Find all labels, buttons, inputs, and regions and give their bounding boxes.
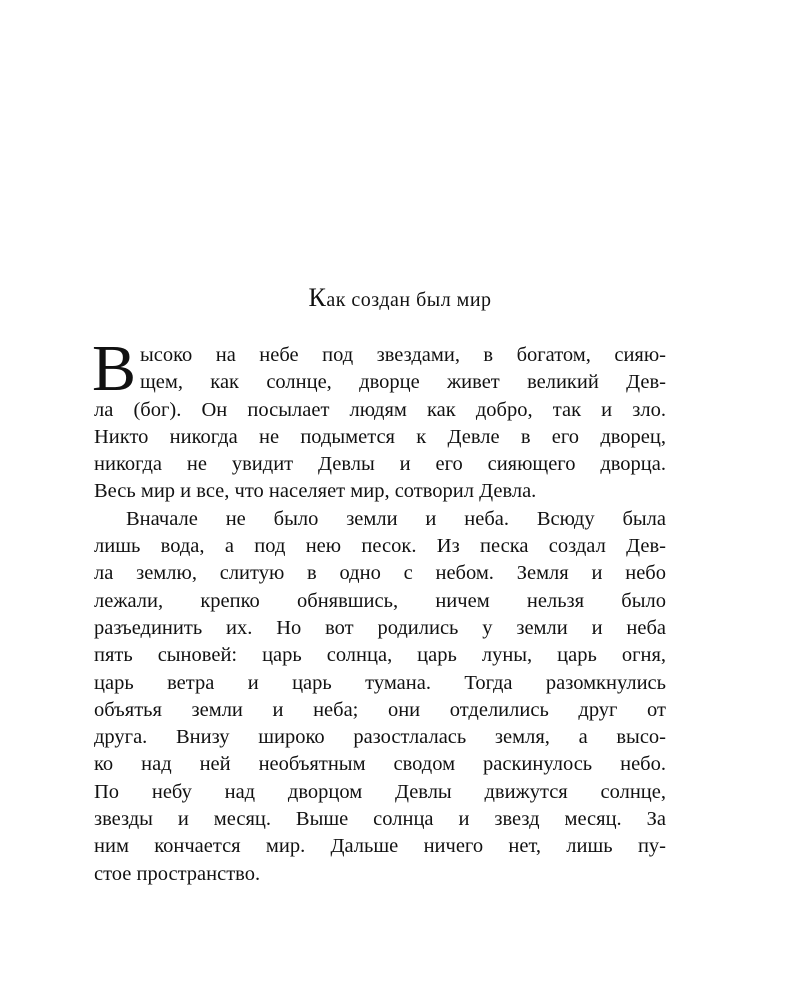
chapter-title <box>0 283 800 315</box>
drop-cap: В <box>92 332 137 405</box>
text-line: ла (бог). Он посылает людям как добро, так и зло. <box>94 398 666 421</box>
body-text <box>92 332 666 888</box>
text-line: По небу над дворцом Девлы движутся солнце, <box>94 780 666 803</box>
text-line: щем, как солнце, дворце живет великий Дев- <box>140 371 666 394</box>
text-line: Никто никогда не подымется к Девле в его дворец, <box>94 425 666 448</box>
text-line: Вначале не было земли и неба. Всюду была <box>126 507 666 530</box>
text-line: Весь мир и все, что населяет мир, сотворил Девла. <box>94 480 537 503</box>
text-line: лишь вода, а под нею песок. Из песка создал Дев- <box>94 535 666 558</box>
text-line: лежали, крепко обнявшись, ничем нельзя было <box>94 589 666 612</box>
text-line: царь ветра и царь тумана. Тогда разомкнулись <box>94 671 666 694</box>
text-line: ним кончается мир. Дальше ничего нет, лишь пу- <box>94 835 666 858</box>
text-line: объятья земли и неба; они отделились друг от <box>94 698 666 721</box>
text-line: звезды и месяц. Выше солнца и звезд месяц. За <box>94 808 666 831</box>
text-line: ла землю, слитую в одно с небом. Земля и небо <box>94 562 666 585</box>
title-rest: ак создан был мир <box>326 289 492 311</box>
title-initial: К <box>308 283 327 312</box>
text-line: стое пространство. <box>94 862 261 885</box>
text-line: никогда не увидит Девлы и его сияющего дворца. <box>94 453 666 476</box>
text-line: ысоко на небе под звездами, в богатом, сияю- <box>140 344 666 366</box>
text-line: ко над ней необъятным сводом раскинулось небо. <box>94 753 666 776</box>
text-line: друга. Внизу широко разостлалась земля, а высо- <box>94 726 666 749</box>
text-line: разъединить их. Но вот родились у земли и неба <box>94 616 666 639</box>
text-line: пять сыновей: царь солнца, царь луны, царь огня, <box>94 644 666 667</box>
